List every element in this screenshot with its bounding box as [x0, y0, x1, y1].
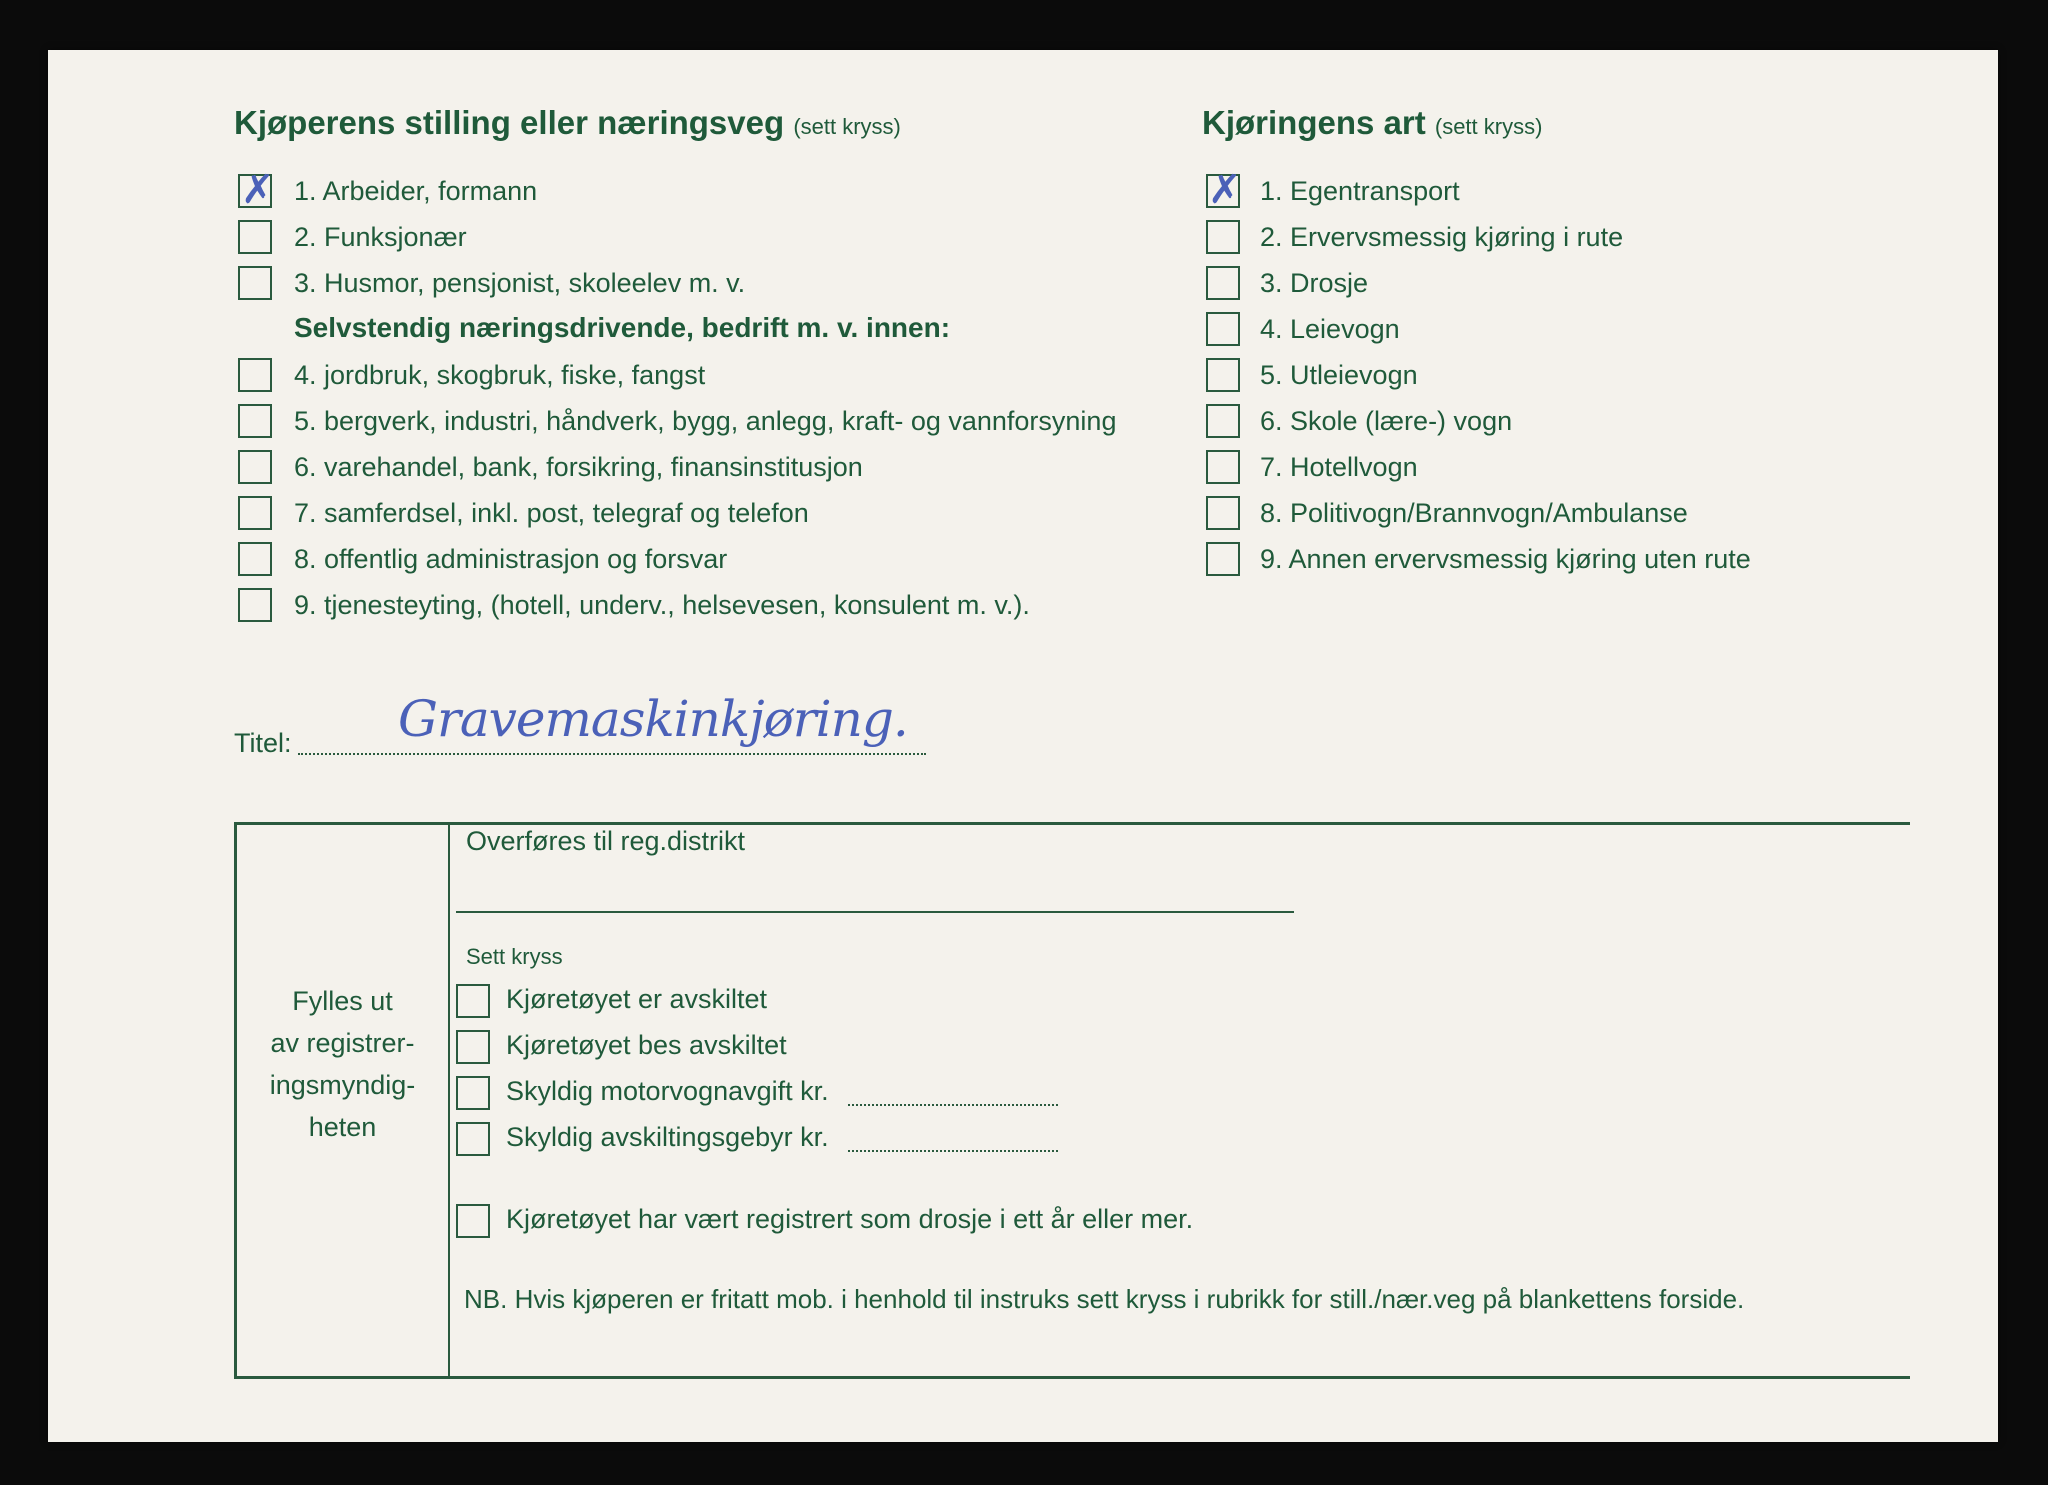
buyer-occupation-heading: [234, 104, 901, 142]
registry-checkbox-3[interactable]: [456, 1076, 490, 1110]
driving-checkbox-7[interactable]: [1206, 450, 1240, 484]
registry-check-label-3: Skyldig motorvognavgift kr.: [506, 1076, 829, 1106]
transfer-district-label: Overføres til reg.distrikt: [466, 826, 746, 856]
occupation-checkbox-8[interactable]: [238, 542, 272, 576]
registry-checkbox-2[interactable]: [456, 1030, 490, 1064]
checkmark-x-icon: ✗: [241, 167, 275, 213]
occupation-checkbox-3[interactable]: [238, 266, 272, 300]
occupation-checkbox-5[interactable]: [238, 404, 272, 438]
buyer-occupation-note: (sett kryss): [793, 114, 901, 139]
driving-type-note: (sett kryss): [1434, 114, 1543, 139]
occupation-checkbox-9[interactable]: [238, 588, 272, 622]
driving-label-2: 2. Ervervsmessig kjøring i rute: [1260, 222, 1624, 252]
occupation-label-8: 8. offentlig administrasjon og forsvar: [294, 544, 728, 574]
registry-box-top-border: [234, 822, 1910, 825]
driving-type-title: Kjøringens art: [1202, 104, 1426, 141]
driving-checkbox-8[interactable]: [1206, 496, 1240, 530]
driving-label-7: 7. Hotellvogn: [1260, 452, 1418, 482]
occupation-label-5: 5. bergverk, industri, håndverk, bygg, anlegg, kraft- og vannforsyning: [294, 406, 1117, 436]
driving-checkbox-5[interactable]: [1206, 358, 1240, 392]
occupation-checkbox-2[interactable]: [238, 220, 272, 254]
side-label-line-1: Fylles ut: [292, 986, 393, 1016]
occupation-label-3: 3. Husmor, pensjonist, skoleelev m. v.: [294, 268, 746, 298]
driving-checkbox-1[interactable]: [1206, 174, 1240, 208]
side-label-line-4: heten: [308, 1112, 377, 1142]
registry-box-bottom-border: [234, 1376, 1910, 1379]
nb-note: NB. Hvis kjøperen er fritatt mob. i henhold til instruks sett kryss i rubrikk for still./nær.veg på blankettens forside.: [464, 1284, 1745, 1314]
driving-type-heading: [1202, 104, 1542, 142]
driving-checkbox-3[interactable]: [1206, 266, 1240, 300]
driving-checkbox-4[interactable]: [1206, 312, 1240, 346]
plate-fee-amount-line[interactable]: [848, 1150, 1058, 1152]
occupation-label-2: 2. Funksjonær: [294, 222, 467, 252]
self-employed-subheading: Selvstendig næringsdrivende, bedrift m. v. innen:: [294, 312, 951, 343]
driving-checkbox-6[interactable]: [1206, 404, 1240, 438]
transfer-district-line[interactable]: [456, 911, 1294, 913]
title-field-value[interactable]: Gravemaskinkjøring.: [398, 690, 908, 748]
driving-label-8: 8. Politivogn/Brannvogn/Ambulanse: [1260, 498, 1688, 528]
registry-side-label: [237, 980, 448, 1148]
occupation-label-9: 9. tjenesteyting, (hotell, underv., helsevesen, konsulent m. v.).: [294, 590, 1030, 620]
drosje-check-label: Kjøretøyet har vært registrert som drosje i ett år eller mer.: [506, 1204, 1194, 1234]
registry-checkbox-4[interactable]: [456, 1122, 490, 1156]
driving-label-9: 9. Annen ervervsmessig kjøring uten rute: [1260, 544, 1751, 574]
occupation-label-4: 4. jordbruk, skogbruk, fiske, fangst: [294, 360, 706, 390]
driving-label-3: 3. Drosje: [1260, 268, 1369, 298]
title-field-label: Titel:: [234, 728, 292, 758]
registry-check-label-1: Kjøretøyet er avskiltet: [506, 984, 768, 1014]
occupation-checkbox-1[interactable]: [238, 174, 272, 208]
side-label-line-3: ingsmyndig-: [269, 1070, 416, 1100]
motor-fee-amount-line[interactable]: [848, 1104, 1058, 1106]
occupation-label-7: 7. samferdsel, inkl. post, telegraf og telefon: [294, 498, 809, 528]
driving-label-1: 1. Egentransport: [1260, 176, 1460, 206]
driving-checkbox-2[interactable]: [1206, 220, 1240, 254]
occupation-checkbox-4[interactable]: [238, 358, 272, 392]
form-sheet: [48, 50, 1998, 1442]
checkmark-x-icon: ✗: [1208, 167, 1242, 213]
drosje-checkbox[interactable]: [456, 1204, 490, 1238]
occupation-checkbox-7[interactable]: [238, 496, 272, 530]
driving-label-5: 5. Utleievogn: [1260, 360, 1418, 390]
registry-check-label-2: Kjøretøyet bes avskiltet: [506, 1030, 787, 1060]
side-label-line-2: av registrer-: [270, 1028, 415, 1058]
registry-checkbox-1[interactable]: [456, 984, 490, 1018]
occupation-label-6: 6. varehandel, bank, forsikring, finansinstitusjon: [294, 452, 863, 482]
driving-checkbox-9[interactable]: [1206, 542, 1240, 576]
registry-box-divider: [448, 822, 450, 1379]
buyer-occupation-title: Kjøperens stilling eller næringsveg: [234, 104, 785, 141]
driving-label-4: 4. Leievogn: [1260, 314, 1400, 344]
registry-check-label-4: Skyldig avskiltingsgebyr kr.: [506, 1122, 829, 1152]
driving-label-6: 6. Skole (lære-) vogn: [1260, 406, 1513, 436]
occupation-label-1: 1. Arbeider, formann: [294, 176, 538, 206]
title-field-line: [298, 753, 926, 755]
occupation-checkbox-6[interactable]: [238, 450, 272, 484]
sett-kryss-label: Sett kryss: [466, 944, 563, 969]
